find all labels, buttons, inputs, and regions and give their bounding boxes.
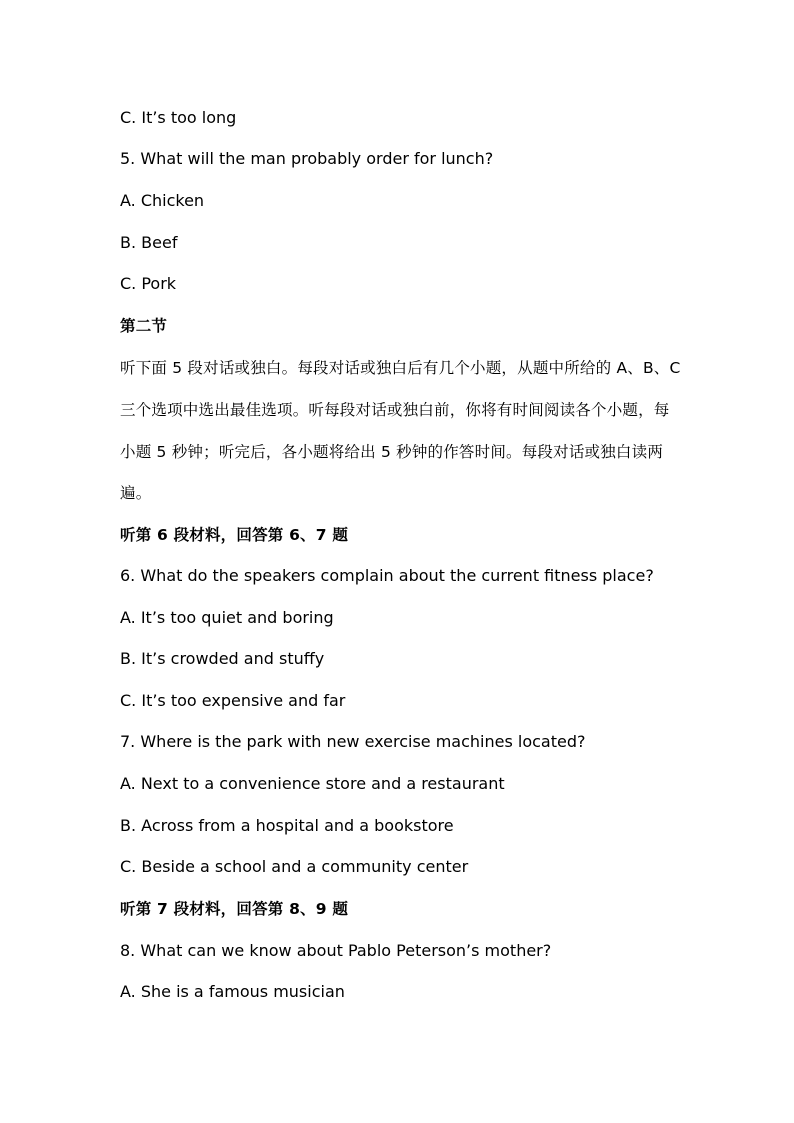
q6-question: 6. What do the speakers complain about the current fitness place? xyxy=(120,566,654,585)
q7-option-c: C. Beside a school and a community center xyxy=(120,857,469,876)
q4-option-c: C. It’s too long xyxy=(120,108,237,127)
q7-question: 7. Where is the park with new exercise machines located? xyxy=(120,732,586,751)
q5-option-a: A. Chicken xyxy=(120,191,205,210)
q5-question: 5. What will the man probably order for lunch? xyxy=(120,149,494,168)
q7-option-a: A. Next to a convenience store and a restaurant xyxy=(120,774,505,793)
material-6-heading: 听第 6 段材料，回答第 6、7 题 xyxy=(120,526,349,544)
section-heading: 第二节 xyxy=(120,317,168,335)
instructions-line-1: 听下面 5 段对话或独白。每段对话或独白后有几个小题，从题中所给的 A、B、C xyxy=(120,359,681,377)
instructions-line-4: 遍。 xyxy=(120,484,152,502)
q5-option-c: C. Pork xyxy=(120,274,177,293)
material-7-heading: 听第 7 段材料，回答第 8、9 题 xyxy=(120,900,349,918)
q6-option-a: A. It’s too quiet and boring xyxy=(120,608,334,627)
instructions-line-2: 三个选项中选出最佳选项。听每段对话或独白前，你将有时间阅读各个小题，每 xyxy=(120,401,670,419)
q8-option-a: A. She is a famous musician xyxy=(120,982,345,1001)
q8-question: 8. What can we know about Pablo Peterson’s mother? xyxy=(120,941,552,960)
instructions-line-3: 小题 5 秒钟；听完后，各小题将给出 5 秒钟的作答时间。每段对话或独白读两 xyxy=(120,443,664,461)
q6-option-b: B. It’s crowded and stuffy xyxy=(120,649,325,668)
q5-option-b: B. Beef xyxy=(120,233,178,252)
q6-option-c: C. It’s too expensive and far xyxy=(120,691,346,710)
q7-option-b: B. Across from a hospital and a bookstore xyxy=(120,816,454,835)
